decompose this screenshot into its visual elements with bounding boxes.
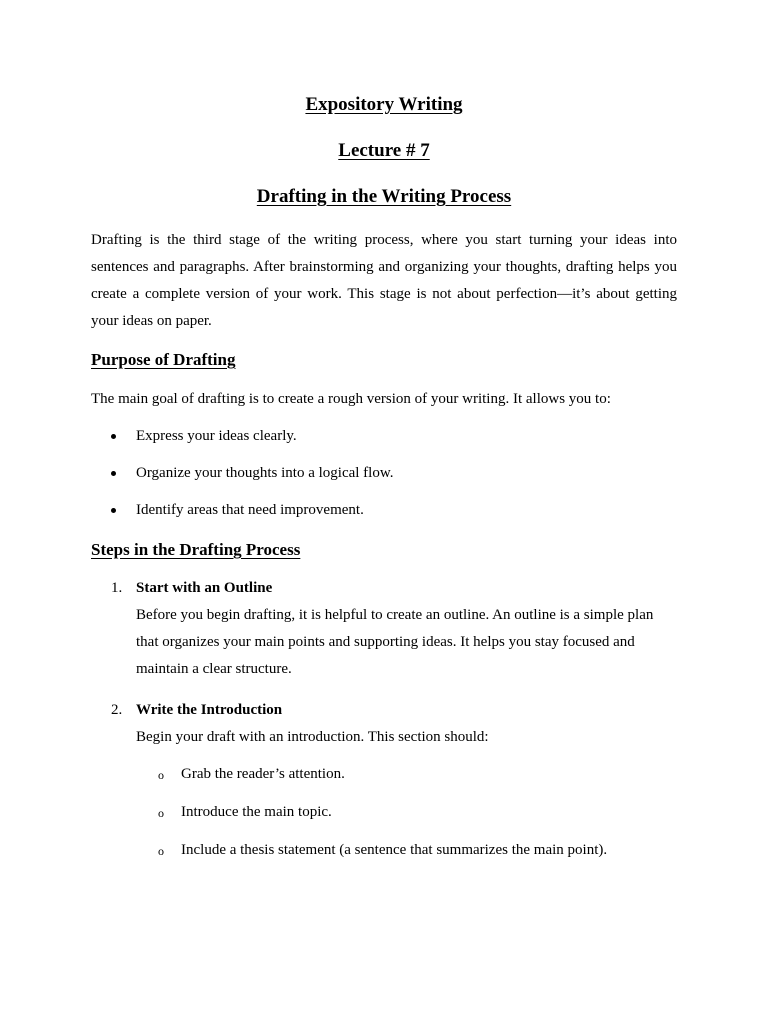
list-item-text: Organize your thoughts into a logical flow.	[136, 465, 394, 481]
circle-bullet-icon: o	[158, 806, 164, 820]
steps-heading: Steps in the Drafting Process	[91, 540, 301, 559]
circle-bullet-icon: o	[158, 768, 164, 782]
document-subtitle-text: Drafting in the Writing Process	[256, 186, 512, 207]
step-title: Write the Introduction	[136, 702, 283, 718]
step-number: 1.	[111, 580, 123, 596]
lecture-number	[0, 139, 768, 163]
step-item	[91, 697, 677, 864]
bullet-icon	[111, 508, 116, 513]
step-body: Before you begin drafting, it is helpful to create an outline. An outline is a simple plan that organizes your main points and supporting ideas. It helps you stay focused and maintain a clear structure.	[136, 607, 654, 677]
step-number: 2.	[111, 702, 123, 718]
lecture-number-text: Lecture # 7	[338, 140, 430, 161]
document-subtitle	[0, 185, 768, 209]
sub-list-item	[136, 837, 677, 864]
sub-list-item	[136, 799, 677, 826]
steps-list	[91, 575, 677, 875]
step-item	[91, 575, 677, 697]
purpose-lead-paragraph: The main goal of drafting is to create a rough version of your writing. It allows you to:	[91, 391, 611, 407]
document-title-text: Expository Writing	[305, 94, 463, 115]
bullet-icon	[111, 471, 116, 476]
purpose-bullet-list	[91, 423, 677, 534]
intro-paragraph: Drafting is the third stage of the writing process, where you start turning your ideas into sentences and paragraphs. After brainstorming and organizing your thoughts, drafting helps you create a complete version of your work. This stage is not about perfection—it’s about getting your ideas on paper.	[91, 232, 677, 329]
list-item-text: Express your ideas clearly.	[136, 428, 297, 444]
bullet-icon	[111, 434, 116, 439]
list-item	[91, 460, 677, 487]
circle-bullet-icon: o	[158, 844, 164, 858]
step-body: Begin your draft with an introduction. This section should:	[136, 729, 489, 745]
sub-list-item-text: Introduce the main topic.	[181, 804, 332, 820]
sub-list-item	[136, 761, 677, 788]
purpose-heading: Purpose of Drafting	[91, 350, 236, 369]
list-item	[91, 497, 677, 524]
sub-list-item-text: Grab the reader’s attention.	[181, 766, 345, 782]
sub-list-item-text: Include a thesis statement (a sentence that summarizes the main point).	[181, 842, 608, 858]
document-title	[0, 93, 768, 117]
step-title: Start with an Outline	[136, 580, 273, 596]
list-item-text: Identify areas that need improvement.	[136, 502, 364, 518]
sub-bullet-list	[136, 761, 677, 864]
list-item	[91, 423, 677, 450]
